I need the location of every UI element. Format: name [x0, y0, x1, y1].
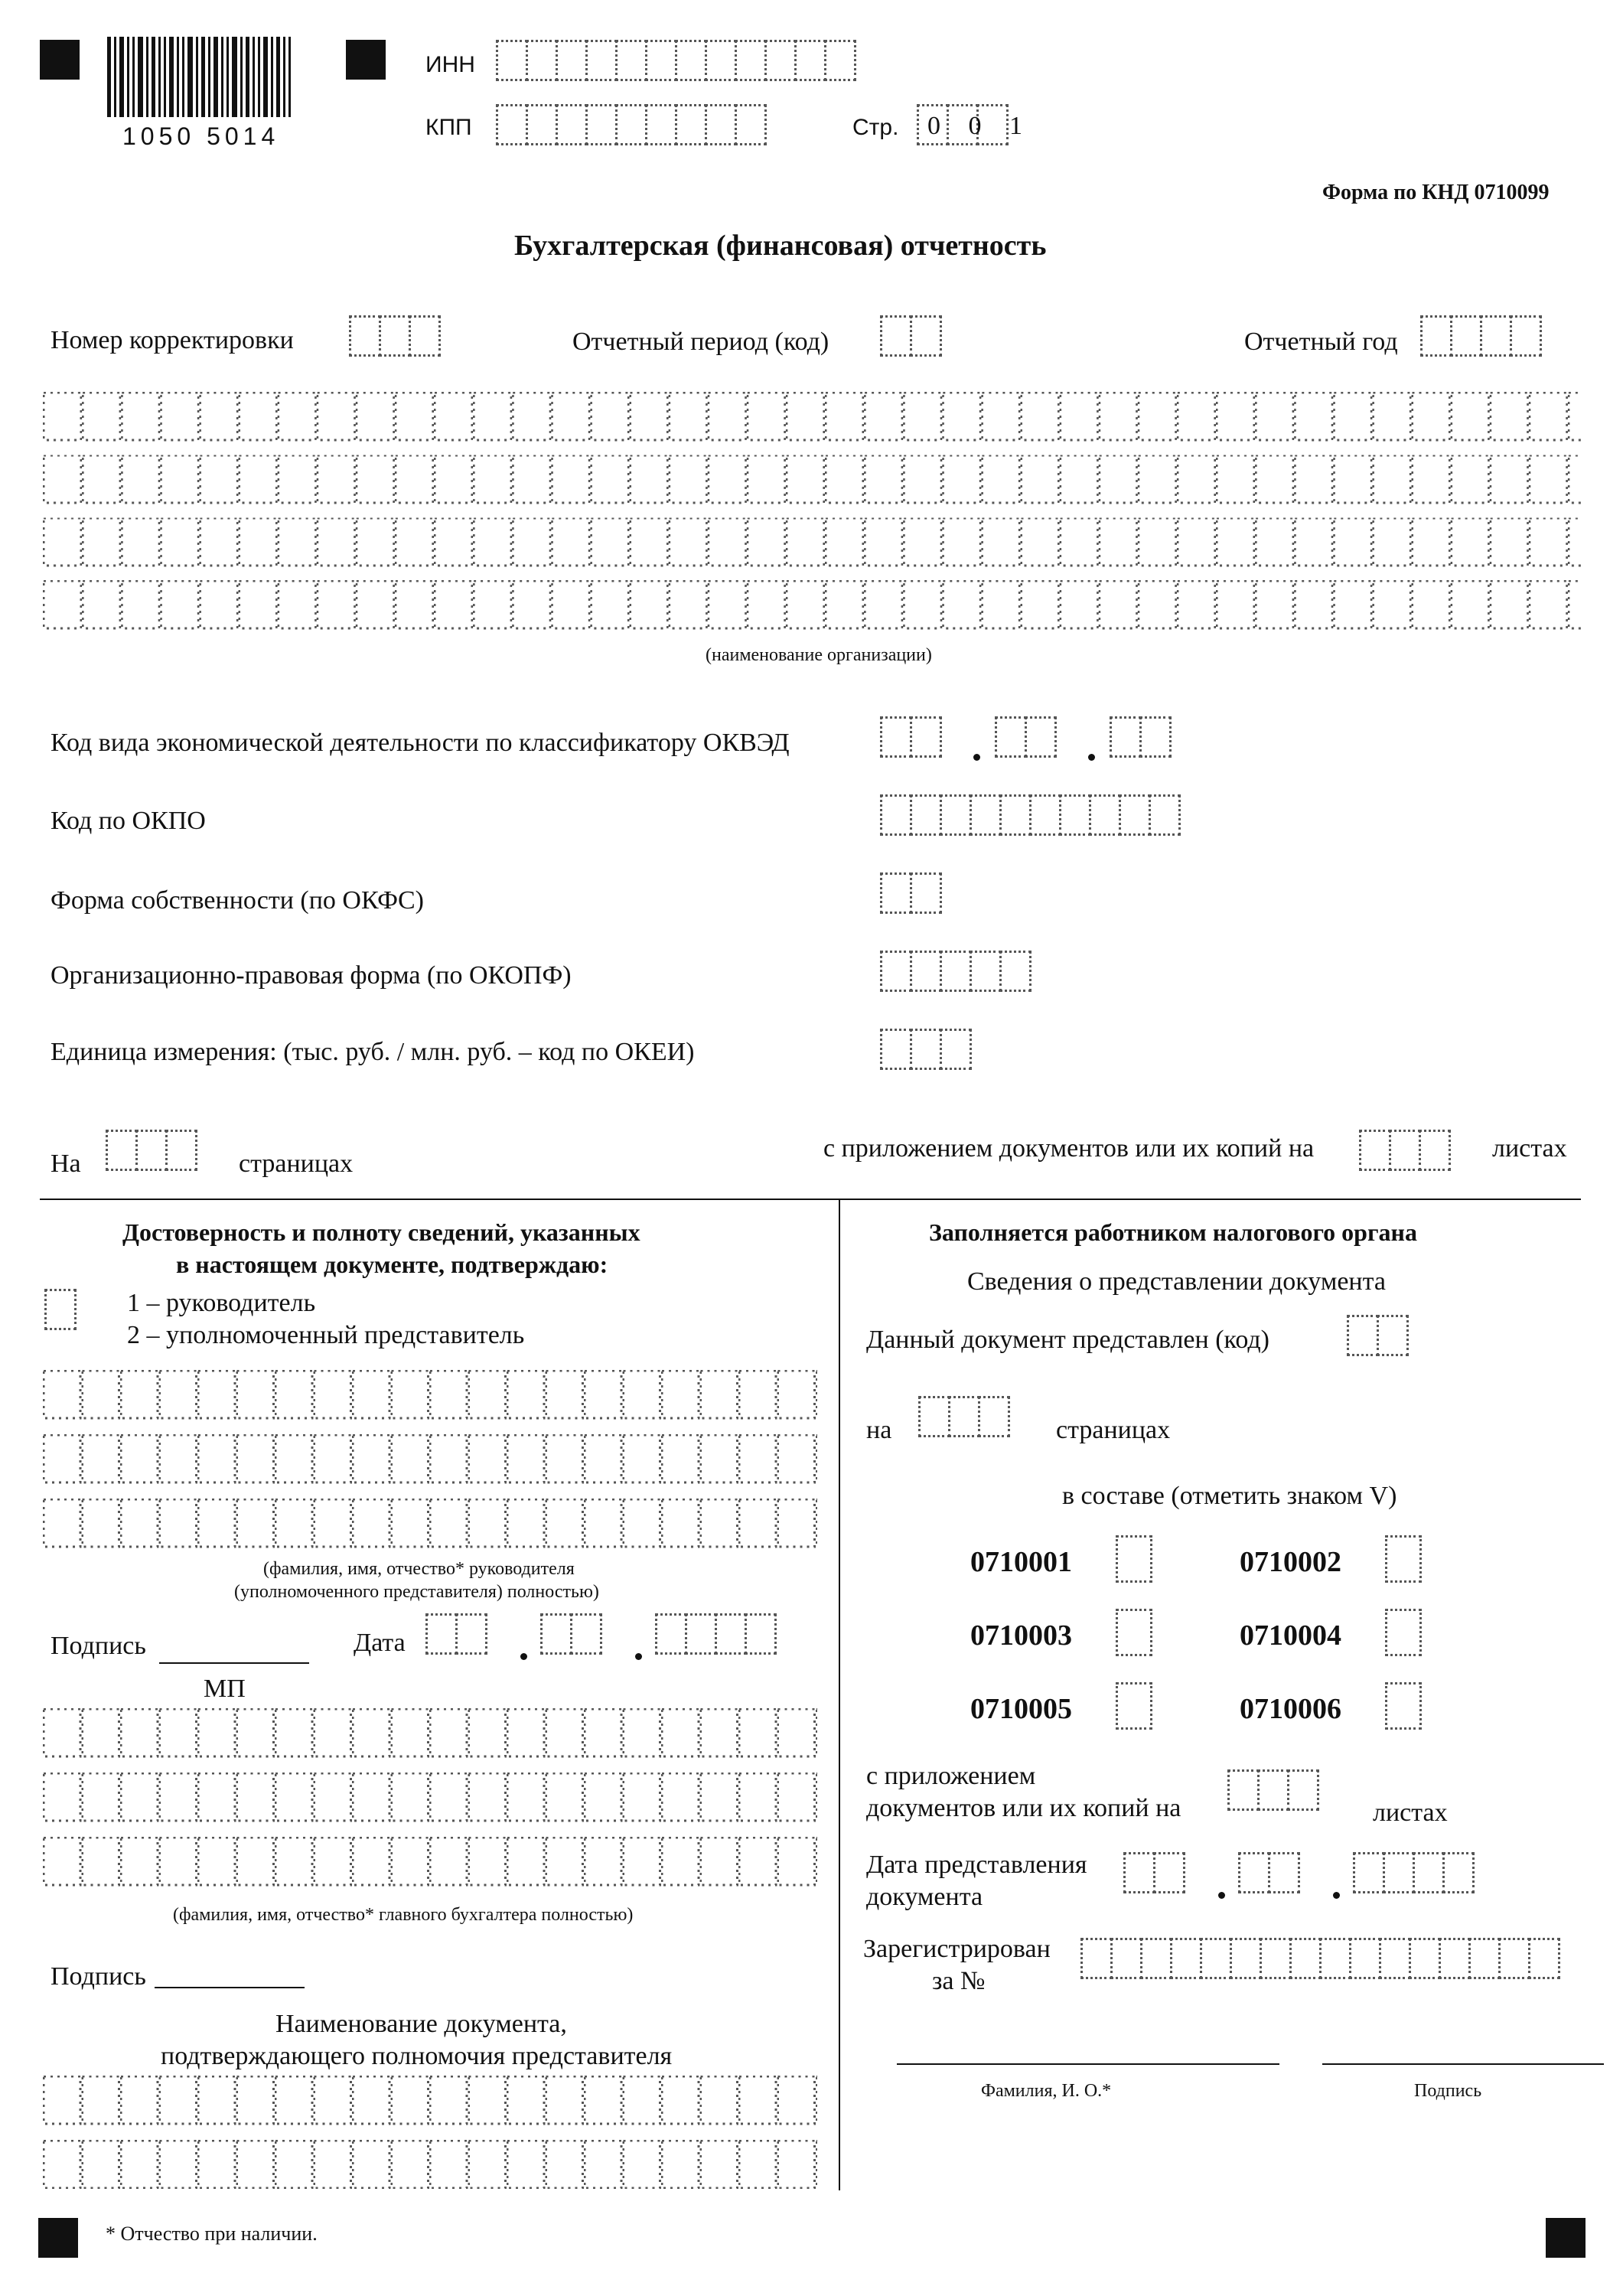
submission-day-field[interactable]: [1123, 1852, 1183, 1893]
officer-signature-line[interactable]: [1322, 2063, 1604, 2065]
signer-option-2: 2 – уполномоченный представитель: [127, 1321, 525, 1349]
kpp-label: КПП: [425, 115, 472, 140]
form-code-0710003: 0710003: [970, 1619, 1072, 1652]
form-code-0710005: 0710005: [970, 1693, 1072, 1725]
okved-separator-dot: [973, 754, 980, 761]
correction-label: Номер корректировки: [51, 326, 294, 354]
corner-marker-bottom-right: [1546, 2218, 1586, 2258]
submission-subheading: Сведения о представлении документа: [967, 1267, 1386, 1296]
form-code-0710001: 0710001: [970, 1546, 1072, 1578]
right-pages-field[interactable]: [918, 1396, 1008, 1437]
form-code: Форма по КНД 0710099: [1322, 181, 1550, 204]
okfs-label: Форма собственности (по ОКФС): [51, 886, 425, 915]
okopf-label: Организационно-правовая форма (по ОКОПФ): [51, 961, 572, 990]
okpo-field[interactable]: [880, 794, 1178, 836]
year-field[interactable]: [1420, 315, 1540, 357]
pages-suffix-label: страницах: [239, 1150, 354, 1178]
period-field[interactable]: [880, 315, 940, 357]
confirmation-heading-line1: Достоверность и полноту сведений, указанных: [122, 1218, 640, 1246]
kpp-field[interactable]: [496, 104, 764, 145]
signature2-label: Подпись: [51, 1962, 146, 1991]
registered-label-line2: за №: [932, 1967, 986, 1995]
right-attach-sheets-field[interactable]: [1227, 1769, 1317, 1811]
submission-date-label-line1: Дата представления: [866, 1851, 1087, 1879]
signature2-line[interactable]: [155, 1987, 305, 1988]
submitted-code-label: Данный документ представлен (код): [866, 1326, 1269, 1354]
signer-type-field[interactable]: [44, 1289, 74, 1330]
composition-label: в составе (отметить знаком V): [1062, 1482, 1397, 1510]
sheets-label: листах: [1492, 1134, 1567, 1163]
registration-number-field[interactable]: [1080, 1938, 1558, 1979]
checkbox-0710005[interactable]: [1116, 1682, 1150, 1730]
checkbox-0710006[interactable]: [1385, 1682, 1419, 1730]
signer-fio-caption-line2: (уполномоченного представителя) полностью): [234, 1582, 599, 1602]
date-separator-dot: [635, 1653, 642, 1660]
organization-name-field[interactable]: [43, 392, 1581, 645]
barcode-number: 1050 5014: [122, 122, 280, 150]
form-code-0710006: 0710006: [1240, 1693, 1341, 1725]
checkbox-0710004[interactable]: [1385, 1609, 1419, 1656]
right-attach-line2: документов или их копий на: [866, 1794, 1181, 1822]
column-divider: [839, 1199, 840, 2190]
signature-label: Подпись: [51, 1632, 146, 1660]
corner-marker-top-left: [40, 40, 80, 80]
okopf-field[interactable]: [880, 951, 1029, 992]
officer-name-line[interactable]: [897, 2063, 1279, 2065]
date-label: Дата: [354, 1629, 406, 1657]
page-title: Бухгалтерская (финансовая) отчетность: [514, 230, 1047, 262]
okved-separator-dot: [1088, 754, 1095, 761]
correction-field[interactable]: [349, 315, 438, 357]
period-label: Отчетный период (код): [572, 328, 829, 356]
signature-line[interactable]: [159, 1662, 309, 1664]
okei-label: Единица измерения: (тыс. руб. / млн. руб. – код по ОКЕИ): [51, 1038, 695, 1066]
right-pages-prefix: на: [866, 1416, 892, 1444]
registered-label-line1: Зарегистрирован: [863, 1935, 1051, 1963]
tax-office-heading: Заполняется работником налогового органа: [929, 1218, 1417, 1246]
okved-field-part2[interactable]: [995, 716, 1054, 758]
authority-doc-heading-line2: подтверждающего полномочия представителя: [161, 2042, 673, 2070]
submission-year-field[interactable]: [1353, 1852, 1472, 1893]
footnote: * Отчество при наличии.: [106, 2223, 318, 2245]
right-sheets-label: листах: [1373, 1799, 1448, 1827]
form-code-0710002: 0710002: [1240, 1546, 1341, 1578]
date-year-field[interactable]: [655, 1613, 774, 1655]
inn-field[interactable]: [496, 40, 854, 81]
okved-field-part3[interactable]: [1110, 716, 1169, 758]
checkbox-0710001[interactable]: [1116, 1535, 1150, 1583]
signer-fio-caption-line1: (фамилия, имя, отчество* руководителя: [263, 1559, 575, 1579]
right-pages-suffix: страницах: [1056, 1416, 1171, 1444]
date-separator-dot: [520, 1653, 527, 1660]
inn-label: ИНН: [425, 52, 475, 77]
checkbox-0710002[interactable]: [1385, 1535, 1419, 1583]
submission-date-separator-dot: [1218, 1892, 1225, 1899]
okei-field[interactable]: [880, 1029, 970, 1070]
submission-month-field[interactable]: [1238, 1852, 1298, 1893]
year-label: Отчетный год: [1244, 328, 1398, 356]
section-divider: [40, 1199, 1581, 1200]
pages-count-field[interactable]: [106, 1130, 195, 1171]
organization-name-caption: (наименование организации): [706, 645, 932, 665]
attachments-label: с приложением документов или их копий на: [823, 1134, 1315, 1163]
okpo-label: Код по ОКПО: [51, 807, 206, 835]
corner-marker-top-right: [346, 40, 386, 80]
submitted-code-field[interactable]: [1347, 1315, 1406, 1356]
authority-doc-field[interactable]: [43, 2076, 817, 2193]
authority-doc-heading-line1: Наименование документа,: [275, 2010, 567, 2038]
attachments-sheets-field[interactable]: [1359, 1130, 1449, 1171]
submission-date-separator-dot: [1333, 1892, 1340, 1899]
okved-label: Код вида экономической деятельности по классификатору ОКВЭД: [51, 729, 790, 757]
signer-option-1: 1 – руководитель: [127, 1289, 316, 1317]
checkbox-0710003[interactable]: [1116, 1609, 1150, 1656]
submission-date-label-line2: документа: [866, 1883, 983, 1911]
accountant-fio-caption: (фамилия, имя, отчество* главного бухгалтера полностью): [173, 1905, 634, 1925]
form-code-0710004: 0710004: [1240, 1619, 1341, 1652]
corner-marker-bottom-left: [38, 2218, 78, 2258]
officer-name-caption: Фамилия, И. О.*: [981, 2081, 1112, 2101]
date-month-field[interactable]: [540, 1613, 600, 1655]
date-day-field[interactable]: [425, 1613, 485, 1655]
accountant-fio-field[interactable]: [43, 1708, 817, 1903]
page-number-value: 0 0 1: [927, 112, 1033, 140]
pages-prefix-label: На: [51, 1150, 81, 1178]
page-label: Стр.: [852, 115, 899, 140]
confirmation-heading-line2: в настоящем документе, подтверждаю:: [176, 1251, 608, 1278]
officer-signature-caption: Подпись: [1414, 2081, 1482, 2101]
stamp-label: МП: [204, 1675, 246, 1703]
right-attach-line1: с приложением: [866, 1762, 1036, 1790]
barcode: [107, 37, 318, 125]
okved-field-part1[interactable]: [880, 716, 940, 758]
signer-fio-field[interactable]: [43, 1370, 817, 1565]
okfs-field[interactable]: [880, 872, 940, 914]
